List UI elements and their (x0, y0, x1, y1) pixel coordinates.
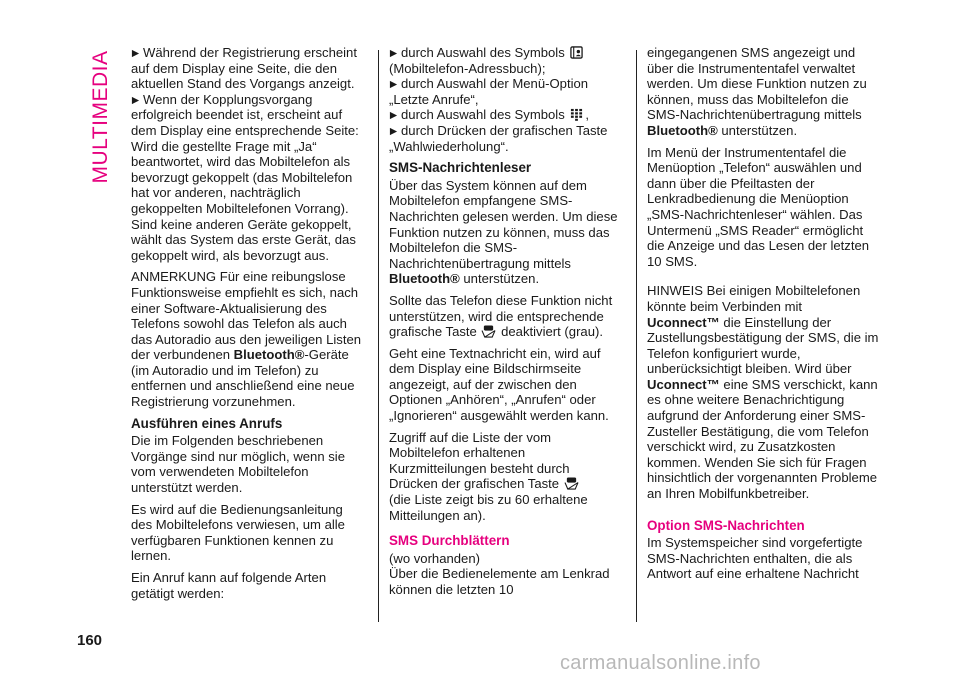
bullet-item: durch Auswahl des Symbols , (389, 107, 625, 123)
bullet-triangle-icon (389, 111, 398, 120)
watermark: carmanualsonline.info (560, 652, 761, 674)
bullet-triangle-icon (131, 49, 140, 58)
section-heading: Ausführen eines Anrufs (131, 415, 283, 431)
paragraph: Ein Anruf kann auf folgende Arten getätigt werden: (131, 570, 327, 601)
column-2 (389, 45, 625, 604)
paragraph: Wenn der Kopplungsvorgang erfolgreich beendet ist, erscheint auf dem Display eine entsprechende Seite: Wird die gestellte Frage mit „Ja“ beantwortet, wird das Mobiltelefon als bevorzugt gekoppelt (das Mobiltelefon hat vor anderen, nachträglich gekoppelten Mobiltelefonen Vorrang). Sind keine anderen Geräte gekoppelt, wählt das System das erste Gerät, das gekoppelt wird, als bevorzugt aus. (131, 91, 359, 263)
column-1 (131, 45, 367, 607)
section-tab (88, 52, 114, 182)
bullet-item: durch Auswahl des Symbols (Mobiltelefon-Adressbuch); (389, 45, 625, 76)
paragraph: Drücken der grafischen Taste (die Liste zeigt bis zu 60 erhaltene Mitteilungen an). (389, 476, 588, 523)
page-number: 160 (77, 632, 103, 649)
note-paragraph: ANMERKUNG Für eine reibungslose Funktionsweise empfiehlt es sich, nach einer Software-Aktualisierung des Telefons sowohl das Telefon als auch das Autoradio aus den jeweiligen Listen der verbundenen Bluetooth®-Geräte (im Autoradio und im Telefon) zu entfernen und anschließend eine neue Registrierung vorzunehmen. (131, 269, 362, 410)
paragraph: Geht eine Textnachricht ein, wird auf dem Display eine Bildschirmseite angezeigt, auf der zwischen den Optionen „Anhören“, „Anrufen“ oder „Ignorieren“ ausgewählt werden kann. (389, 345, 609, 424)
paragraph: Im Menü der Instrumententafel die Menüoption „Telefon“ auswählen und dann über die Pfeiltasten der Lenkradbedienung die Menüoption „SMS-Nachrichtenleser“ wählen. Das Untermenü „SMS Reader“ ermöglicht die Anzeige und das Lesen der letzten 10 SMS. (647, 144, 870, 269)
section-tab-label: MULTIMEDIA (89, 50, 112, 184)
paragraph: Über die Bedienelemente am Lenkrad können die letzten 10 (389, 566, 610, 597)
column-divider (636, 50, 637, 622)
section-heading: SMS-Nachrichtenleser (389, 160, 532, 176)
paragraph: Über das System können auf dem Mobiltelefon empfangene SMS-Nachrichten gelesen werden. Um diese Funktion nutzen zu können, muss das Mobiltelefon die SMS-Nachrichtenübertragung mittels Bluetooth® unterstützen. (389, 177, 618, 287)
paragraph: Die im Folgenden beschriebenen Vorgänge sind nur möglich, wenn sie vom verwendeten Mobiltelefon unterstützt werden. (131, 433, 345, 496)
column-divider (378, 50, 379, 622)
sms-message-icon (481, 325, 496, 338)
phonebook-icon (569, 46, 584, 59)
paragraph: Zugriff auf die Liste der vom Mobiltelefon erhaltenen Kurzmitteilungen besteht durch (389, 429, 570, 476)
bullet-triangle-icon (389, 80, 398, 89)
section-heading-accent: SMS Durchblättern (389, 533, 510, 549)
keypad-icon (569, 108, 584, 121)
paragraph: (wo vorhanden) (389, 550, 480, 566)
bullet-item: durch Auswahl der Menü-Option „Letzte Anrufe“, (389, 76, 589, 107)
bullet-triangle-icon (131, 96, 140, 105)
paragraph: eingegangenen SMS angezeigt und über die Instrumententafel verwaltet werden. Um diese Funktion nutzen zu können, muss das Mobiltelefon die SMS-Nachrichtenübertragung mittels Bluetooth® unterstützen. (647, 45, 867, 138)
bullet-item: durch Drücken der grafischen Taste „Wahlwiederholung“. (389, 122, 608, 154)
section-heading-accent: Option SMS-Nachrichten (647, 517, 805, 533)
sms-message-icon (564, 477, 579, 490)
paragraph: Im Systemspeicher sind vorgefertigte SMS-Nachrichten enthalten, die als Antwort auf eine erhaltene Nachricht (647, 535, 863, 582)
paragraph: Während der Registrierung erscheint auf dem Display eine Seite, die den aktuellen Stand des Vorgangs anzeigt. (131, 45, 357, 92)
column-3 (647, 45, 883, 588)
bullet-triangle-icon (389, 127, 398, 136)
paragraph: Sollte das Telefon diese Funktion nicht unterstützen, wird die entsprechende grafische Taste deaktiviert (grau). (389, 292, 613, 340)
note-paragraph: HINWEIS Bei einigen Mobiltelefonen könnte beim Verbinden mit Uconnect™ die Einstellung der Zustellungsbestätigung der SMS, die im Telefon konfiguriert wurde, unberücksichtigt bleiben. Wird über Uconnect™ eine SMS verschickt, kann es ohne weitere Benachrichtigung aufgrund der Anforderung einer SMS-Zusteller Bestätigung, die vom Telefon verschickt wird, zu Zusatzkosten kommen. Wenden Sie sich für Fragen hinsichtlich der vorgenannten Probleme an Ihren Mobilfunkbetreiber. (647, 283, 879, 502)
paragraph: Es wird auf die Bedienungsanleitung des Mobiltelefons verwiesen, um alle verfügbaren Funktionen kennen zu lernen. (131, 501, 345, 564)
bullet-triangle-icon (389, 49, 398, 58)
